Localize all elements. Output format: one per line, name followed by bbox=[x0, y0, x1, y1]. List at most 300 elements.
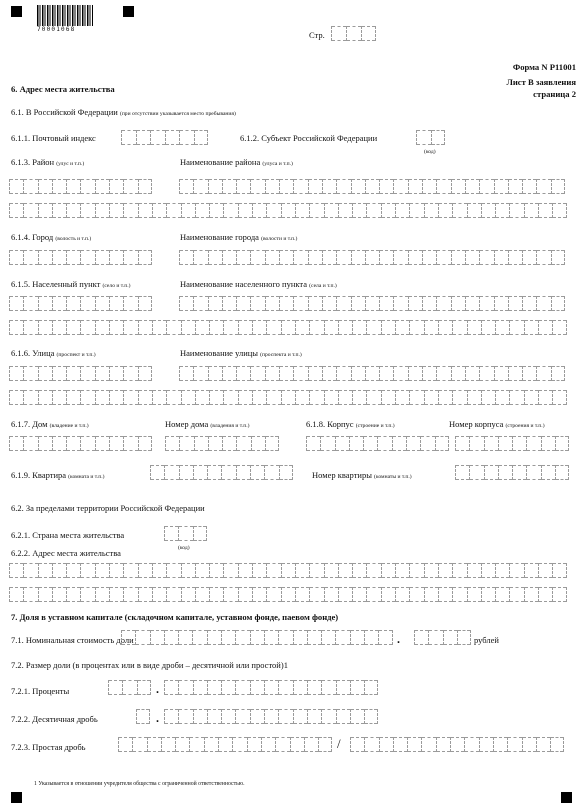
input-cell[interactable] bbox=[352, 563, 366, 578]
input-cell[interactable] bbox=[281, 563, 295, 578]
building-number-cells[interactable] bbox=[455, 436, 569, 451]
input-cell[interactable] bbox=[179, 179, 193, 194]
input-cell[interactable] bbox=[320, 436, 334, 451]
input-cell[interactable] bbox=[522, 737, 536, 752]
input-cell[interactable] bbox=[526, 465, 540, 480]
input-cell[interactable] bbox=[9, 366, 23, 381]
input-cell[interactable] bbox=[538, 203, 552, 218]
input-cell[interactable] bbox=[524, 390, 538, 405]
input-cell[interactable] bbox=[321, 709, 335, 724]
input-cell[interactable] bbox=[9, 203, 23, 218]
input-cell[interactable] bbox=[465, 296, 479, 311]
input-cell[interactable] bbox=[365, 296, 379, 311]
house-type-cells[interactable] bbox=[9, 436, 152, 451]
locality-type-cells[interactable] bbox=[9, 296, 152, 311]
input-cell[interactable] bbox=[381, 320, 395, 335]
input-cell[interactable] bbox=[452, 563, 466, 578]
input-cell[interactable] bbox=[95, 296, 109, 311]
input-cell[interactable] bbox=[438, 587, 452, 602]
input-cell[interactable] bbox=[324, 563, 338, 578]
input-cell[interactable] bbox=[222, 250, 236, 265]
input-cell[interactable] bbox=[189, 737, 203, 752]
input-cell[interactable] bbox=[207, 465, 221, 480]
input-cell[interactable] bbox=[80, 203, 94, 218]
input-cell[interactable] bbox=[193, 526, 207, 541]
input-cell[interactable] bbox=[235, 680, 249, 695]
input-cell[interactable] bbox=[281, 320, 295, 335]
input-cell[interactable] bbox=[264, 465, 278, 480]
nominal-kop-cells[interactable] bbox=[414, 630, 471, 645]
input-cell[interactable] bbox=[308, 250, 322, 265]
input-cell[interactable] bbox=[109, 563, 123, 578]
input-cell[interactable] bbox=[264, 709, 278, 724]
input-cell[interactable] bbox=[232, 737, 246, 752]
input-cell[interactable] bbox=[264, 680, 278, 695]
input-cell[interactable] bbox=[236, 436, 250, 451]
input-cell[interactable] bbox=[80, 179, 94, 194]
input-cell[interactable] bbox=[309, 203, 323, 218]
input-cell[interactable] bbox=[265, 250, 279, 265]
input-cell[interactable] bbox=[52, 179, 66, 194]
input-cell[interactable] bbox=[414, 630, 428, 645]
input-cell[interactable] bbox=[293, 179, 307, 194]
input-cell[interactable] bbox=[409, 203, 423, 218]
input-cell[interactable] bbox=[179, 436, 193, 451]
input-cell[interactable] bbox=[393, 296, 407, 311]
input-cell[interactable] bbox=[451, 296, 465, 311]
input-cell[interactable] bbox=[407, 737, 421, 752]
input-cell[interactable] bbox=[377, 436, 391, 451]
input-cell[interactable] bbox=[38, 366, 52, 381]
input-cell[interactable] bbox=[538, 563, 552, 578]
input-cell[interactable] bbox=[469, 465, 483, 480]
input-cell[interactable] bbox=[451, 179, 465, 194]
input-cell[interactable] bbox=[209, 390, 223, 405]
input-cell[interactable] bbox=[275, 737, 289, 752]
input-cell[interactable] bbox=[179, 296, 193, 311]
postal-code-cells[interactable] bbox=[121, 130, 208, 145]
input-cell[interactable] bbox=[138, 179, 152, 194]
input-cell[interactable] bbox=[281, 587, 295, 602]
input-cell[interactable] bbox=[250, 709, 264, 724]
input-cell[interactable] bbox=[381, 563, 395, 578]
input-cell[interactable] bbox=[9, 320, 23, 335]
input-cell[interactable] bbox=[152, 203, 166, 218]
input-cell[interactable] bbox=[166, 320, 180, 335]
decimal-int-cells[interactable] bbox=[136, 709, 150, 724]
input-cell[interactable] bbox=[23, 203, 37, 218]
input-cell[interactable] bbox=[436, 366, 450, 381]
input-cell[interactable] bbox=[512, 465, 526, 480]
input-cell[interactable] bbox=[209, 563, 223, 578]
input-cell[interactable] bbox=[408, 366, 422, 381]
input-cell[interactable] bbox=[218, 737, 232, 752]
input-cell[interactable] bbox=[80, 390, 94, 405]
input-cell[interactable] bbox=[195, 203, 209, 218]
input-cell[interactable] bbox=[467, 390, 481, 405]
input-cell[interactable] bbox=[250, 179, 264, 194]
input-cell[interactable] bbox=[238, 390, 252, 405]
input-cell[interactable] bbox=[123, 296, 137, 311]
input-cell[interactable] bbox=[208, 250, 222, 265]
input-cell[interactable] bbox=[451, 366, 465, 381]
input-cell[interactable] bbox=[522, 296, 536, 311]
input-cell[interactable] bbox=[438, 203, 452, 218]
input-cell[interactable] bbox=[38, 436, 52, 451]
input-cell[interactable] bbox=[252, 390, 266, 405]
input-cell[interactable] bbox=[295, 320, 309, 335]
input-cell[interactable] bbox=[109, 203, 123, 218]
input-cell[interactable] bbox=[467, 587, 481, 602]
input-cell[interactable] bbox=[236, 366, 250, 381]
input-cell[interactable] bbox=[551, 179, 565, 194]
input-cell[interactable] bbox=[66, 296, 80, 311]
input-cell[interactable] bbox=[132, 737, 146, 752]
input-cell[interactable] bbox=[479, 366, 493, 381]
input-cell[interactable] bbox=[9, 250, 23, 265]
input-cell[interactable] bbox=[457, 630, 471, 645]
input-cell[interactable] bbox=[524, 587, 538, 602]
input-cell[interactable] bbox=[290, 737, 304, 752]
input-cell[interactable] bbox=[38, 203, 52, 218]
input-cell[interactable] bbox=[321, 630, 335, 645]
input-cell[interactable] bbox=[451, 250, 465, 265]
input-cell[interactable] bbox=[123, 587, 137, 602]
input-cell[interactable] bbox=[416, 130, 431, 145]
input-cell[interactable] bbox=[281, 203, 295, 218]
input-cell[interactable] bbox=[266, 587, 280, 602]
input-cell[interactable] bbox=[150, 130, 165, 145]
input-cell[interactable] bbox=[9, 296, 23, 311]
input-cell[interactable] bbox=[338, 203, 352, 218]
input-cell[interactable] bbox=[165, 130, 180, 145]
input-cell[interactable] bbox=[195, 390, 209, 405]
input-cell[interactable] bbox=[336, 366, 350, 381]
input-cell[interactable] bbox=[238, 203, 252, 218]
input-cell[interactable] bbox=[522, 250, 536, 265]
input-cell[interactable] bbox=[136, 130, 151, 145]
input-cell[interactable] bbox=[541, 465, 555, 480]
input-cell[interactable] bbox=[279, 465, 293, 480]
input-cell[interactable] bbox=[524, 563, 538, 578]
input-cell[interactable] bbox=[161, 737, 175, 752]
input-cell[interactable] bbox=[424, 587, 438, 602]
locality-name-cells-2[interactable] bbox=[9, 320, 567, 335]
input-cell[interactable] bbox=[428, 630, 442, 645]
input-cell[interactable] bbox=[338, 563, 352, 578]
input-cell[interactable] bbox=[408, 179, 422, 194]
input-cell[interactable] bbox=[352, 587, 366, 602]
input-cell[interactable] bbox=[395, 390, 409, 405]
district-type-cells[interactable] bbox=[9, 179, 152, 194]
input-cell[interactable] bbox=[95, 320, 109, 335]
input-cell[interactable] bbox=[164, 526, 178, 541]
input-cell[interactable] bbox=[293, 296, 307, 311]
input-cell[interactable] bbox=[66, 587, 80, 602]
input-cell[interactable] bbox=[138, 296, 152, 311]
input-cell[interactable] bbox=[495, 390, 509, 405]
input-cell[interactable] bbox=[150, 465, 164, 480]
input-cell[interactable] bbox=[536, 737, 550, 752]
input-cell[interactable] bbox=[9, 436, 23, 451]
input-cell[interactable] bbox=[166, 390, 180, 405]
input-cell[interactable] bbox=[266, 320, 280, 335]
input-cell[interactable] bbox=[181, 390, 195, 405]
input-cell[interactable] bbox=[381, 203, 395, 218]
input-cell[interactable] bbox=[452, 390, 466, 405]
input-cell[interactable] bbox=[306, 436, 320, 451]
input-cell[interactable] bbox=[307, 680, 321, 695]
input-cell[interactable] bbox=[9, 179, 23, 194]
input-cell[interactable] bbox=[365, 250, 379, 265]
input-cell[interactable] bbox=[509, 320, 523, 335]
input-cell[interactable] bbox=[223, 320, 237, 335]
input-cell[interactable] bbox=[80, 563, 94, 578]
input-cell[interactable] bbox=[236, 296, 250, 311]
input-cell[interactable] bbox=[175, 737, 189, 752]
input-cell[interactable] bbox=[95, 366, 109, 381]
input-cell[interactable] bbox=[166, 587, 180, 602]
input-cell[interactable] bbox=[166, 563, 180, 578]
subject-code-cells[interactable] bbox=[416, 130, 445, 145]
input-cell[interactable] bbox=[164, 630, 178, 645]
input-cell[interactable] bbox=[381, 587, 395, 602]
input-cell[interactable] bbox=[324, 587, 338, 602]
input-cell[interactable] bbox=[122, 680, 136, 695]
input-cell[interactable] bbox=[52, 436, 66, 451]
input-cell[interactable] bbox=[207, 709, 221, 724]
input-cell[interactable] bbox=[295, 203, 309, 218]
input-cell[interactable] bbox=[236, 465, 250, 480]
input-cell[interactable] bbox=[66, 203, 80, 218]
input-cell[interactable] bbox=[322, 296, 336, 311]
input-cell[interactable] bbox=[350, 737, 364, 752]
input-cell[interactable] bbox=[464, 737, 478, 752]
input-cell[interactable] bbox=[481, 390, 495, 405]
input-cell[interactable] bbox=[324, 203, 338, 218]
input-cell[interactable] bbox=[252, 320, 266, 335]
input-cell[interactable] bbox=[366, 563, 380, 578]
input-cell[interactable] bbox=[467, 563, 481, 578]
input-cell[interactable] bbox=[193, 366, 207, 381]
input-cell[interactable] bbox=[555, 436, 569, 451]
input-cell[interactable] bbox=[138, 436, 152, 451]
input-cell[interactable] bbox=[138, 563, 152, 578]
input-cell[interactable] bbox=[293, 250, 307, 265]
input-cell[interactable] bbox=[452, 587, 466, 602]
input-cell[interactable] bbox=[435, 436, 449, 451]
input-cell[interactable] bbox=[408, 250, 422, 265]
input-cell[interactable] bbox=[195, 563, 209, 578]
input-cell[interactable] bbox=[135, 630, 149, 645]
input-cell[interactable] bbox=[321, 680, 335, 695]
input-cell[interactable] bbox=[222, 366, 236, 381]
input-cell[interactable] bbox=[467, 203, 481, 218]
input-cell[interactable] bbox=[379, 737, 393, 752]
input-cell[interactable] bbox=[322, 366, 336, 381]
input-cell[interactable] bbox=[80, 366, 94, 381]
input-cell[interactable] bbox=[250, 630, 264, 645]
input-cell[interactable] bbox=[250, 250, 264, 265]
input-cell[interactable] bbox=[409, 320, 423, 335]
decimal-frac-cells[interactable] bbox=[164, 709, 378, 724]
district-name-cells-2[interactable] bbox=[9, 203, 567, 218]
input-cell[interactable] bbox=[551, 366, 565, 381]
input-cell[interactable] bbox=[494, 366, 508, 381]
input-cell[interactable] bbox=[164, 680, 178, 695]
input-cell[interactable] bbox=[193, 680, 207, 695]
input-cell[interactable] bbox=[481, 203, 495, 218]
input-cell[interactable] bbox=[23, 390, 37, 405]
input-cell[interactable] bbox=[223, 563, 237, 578]
input-cell[interactable] bbox=[364, 630, 378, 645]
input-cell[interactable] bbox=[38, 320, 52, 335]
input-cell[interactable] bbox=[308, 366, 322, 381]
input-cell[interactable] bbox=[9, 390, 23, 405]
input-cell[interactable] bbox=[265, 179, 279, 194]
input-cell[interactable] bbox=[165, 436, 179, 451]
input-cell[interactable] bbox=[209, 203, 223, 218]
input-cell[interactable] bbox=[80, 320, 94, 335]
input-cell[interactable] bbox=[438, 320, 452, 335]
city-type-cells[interactable] bbox=[9, 250, 152, 265]
input-cell[interactable] bbox=[138, 203, 152, 218]
input-cell[interactable] bbox=[252, 203, 266, 218]
input-cell[interactable] bbox=[392, 436, 406, 451]
input-cell[interactable] bbox=[395, 587, 409, 602]
input-cell[interactable] bbox=[479, 250, 493, 265]
input-cell[interactable] bbox=[366, 587, 380, 602]
input-cell[interactable] bbox=[123, 320, 137, 335]
input-cell[interactable] bbox=[346, 26, 361, 41]
input-cell[interactable] bbox=[381, 390, 395, 405]
input-cell[interactable] bbox=[95, 203, 109, 218]
input-cell[interactable] bbox=[352, 203, 366, 218]
input-cell[interactable] bbox=[195, 320, 209, 335]
input-cell[interactable] bbox=[335, 630, 349, 645]
input-cell[interactable] bbox=[352, 390, 366, 405]
house-number-cells[interactable] bbox=[165, 436, 279, 451]
input-cell[interactable] bbox=[66, 250, 80, 265]
input-cell[interactable] bbox=[118, 737, 132, 752]
district-name-cells-1[interactable] bbox=[179, 179, 565, 194]
input-cell[interactable] bbox=[23, 587, 37, 602]
input-cell[interactable] bbox=[431, 130, 446, 145]
locality-name-cells-1[interactable] bbox=[179, 296, 565, 311]
input-cell[interactable] bbox=[436, 250, 450, 265]
input-cell[interactable] bbox=[265, 436, 279, 451]
input-cell[interactable] bbox=[393, 179, 407, 194]
page-number-cells[interactable] bbox=[331, 26, 376, 41]
input-cell[interactable] bbox=[179, 130, 194, 145]
input-cell[interactable] bbox=[424, 563, 438, 578]
input-cell[interactable] bbox=[436, 737, 450, 752]
input-cell[interactable] bbox=[181, 320, 195, 335]
input-cell[interactable] bbox=[252, 587, 266, 602]
input-cell[interactable] bbox=[207, 630, 221, 645]
input-cell[interactable] bbox=[38, 250, 52, 265]
input-cell[interactable] bbox=[250, 296, 264, 311]
input-cell[interactable] bbox=[438, 390, 452, 405]
input-cell[interactable] bbox=[178, 526, 192, 541]
input-cell[interactable] bbox=[23, 296, 37, 311]
input-cell[interactable] bbox=[479, 179, 493, 194]
input-cell[interactable] bbox=[138, 587, 152, 602]
input-cell[interactable] bbox=[123, 436, 137, 451]
input-cell[interactable] bbox=[508, 296, 522, 311]
input-cell[interactable] bbox=[336, 680, 350, 695]
input-cell[interactable] bbox=[395, 203, 409, 218]
input-cell[interactable] bbox=[536, 366, 550, 381]
input-cell[interactable] bbox=[379, 366, 393, 381]
input-cell[interactable] bbox=[536, 179, 550, 194]
input-cell[interactable] bbox=[247, 737, 261, 752]
input-cell[interactable] bbox=[23, 436, 37, 451]
input-cell[interactable] bbox=[209, 587, 223, 602]
input-cell[interactable] bbox=[293, 630, 307, 645]
input-cell[interactable] bbox=[152, 390, 166, 405]
input-cell[interactable] bbox=[552, 320, 566, 335]
input-cell[interactable] bbox=[136, 709, 150, 724]
input-cell[interactable] bbox=[181, 203, 195, 218]
input-cell[interactable] bbox=[409, 563, 423, 578]
input-cell[interactable] bbox=[95, 436, 109, 451]
input-cell[interactable] bbox=[250, 465, 264, 480]
input-cell[interactable] bbox=[498, 436, 512, 451]
input-cell[interactable] bbox=[551, 296, 565, 311]
input-cell[interactable] bbox=[95, 587, 109, 602]
input-cell[interactable] bbox=[421, 737, 435, 752]
building-type-cells[interactable] bbox=[306, 436, 449, 451]
input-cell[interactable] bbox=[238, 563, 252, 578]
input-cell[interactable] bbox=[536, 296, 550, 311]
input-cell[interactable] bbox=[52, 320, 66, 335]
input-cell[interactable] bbox=[52, 203, 66, 218]
input-cell[interactable] bbox=[278, 630, 292, 645]
input-cell[interactable] bbox=[95, 563, 109, 578]
input-cell[interactable] bbox=[465, 366, 479, 381]
percent-frac-cells[interactable] bbox=[164, 680, 378, 695]
input-cell[interactable] bbox=[509, 390, 523, 405]
input-cell[interactable] bbox=[266, 390, 280, 405]
input-cell[interactable] bbox=[436, 179, 450, 194]
input-cell[interactable] bbox=[364, 680, 378, 695]
input-cell[interactable] bbox=[494, 250, 508, 265]
input-cell[interactable] bbox=[193, 250, 207, 265]
input-cell[interactable] bbox=[538, 587, 552, 602]
input-cell[interactable] bbox=[495, 320, 509, 335]
input-cell[interactable] bbox=[481, 587, 495, 602]
input-cell[interactable] bbox=[208, 296, 222, 311]
input-cell[interactable] bbox=[424, 320, 438, 335]
nominal-rub-cells[interactable] bbox=[121, 630, 393, 645]
input-cell[interactable] bbox=[308, 296, 322, 311]
input-cell[interactable] bbox=[208, 436, 222, 451]
input-cell[interactable] bbox=[324, 390, 338, 405]
simple-denominator-cells[interactable] bbox=[350, 737, 564, 752]
input-cell[interactable] bbox=[336, 250, 350, 265]
input-cell[interactable] bbox=[221, 465, 235, 480]
input-cell[interactable] bbox=[351, 179, 365, 194]
input-cell[interactable] bbox=[318, 737, 332, 752]
input-cell[interactable] bbox=[221, 630, 235, 645]
input-cell[interactable] bbox=[278, 680, 292, 695]
input-cell[interactable] bbox=[23, 250, 37, 265]
street-type-cells[interactable] bbox=[9, 366, 152, 381]
input-cell[interactable] bbox=[393, 366, 407, 381]
input-cell[interactable] bbox=[38, 390, 52, 405]
input-cell[interactable] bbox=[479, 296, 493, 311]
